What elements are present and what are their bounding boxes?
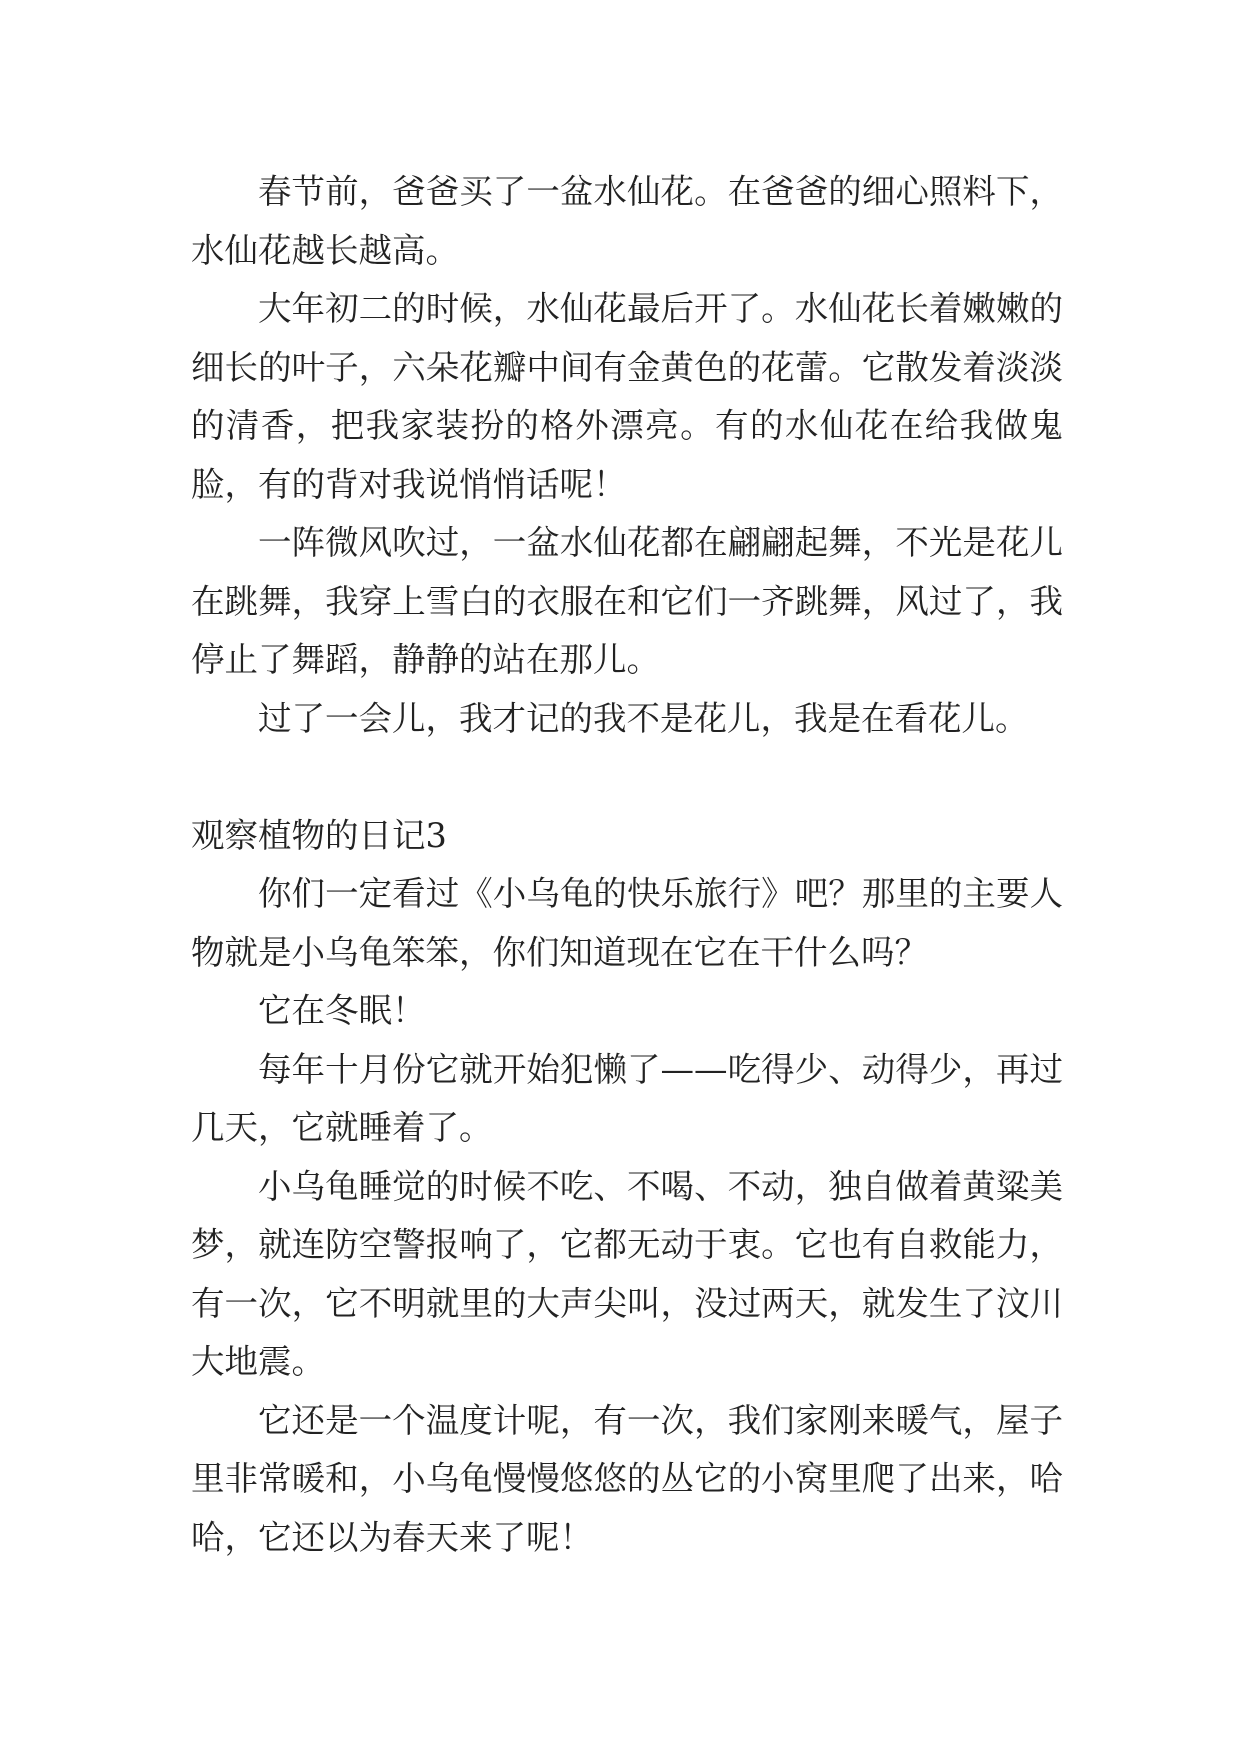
paragraph: 小乌龟睡觉的时候不吃、不喝、不动，独自做着黄粱美梦，就连防空警报响了，它都无动于衷。它也有自救能力，有一次，它不明就里的大声尖叫，没过两天，就发生了汶川大地震。	[191, 1166, 1063, 1381]
paragraph: 每年十月份它就开始犯懒了——吃得少、动得少，再过几天，它就睡着了。	[191, 1049, 1063, 1147]
paragraph: 它还是一个温度计呢，有一次，我们家刚来暖气，屋子里非常暖和，小乌龟慢慢悠悠的丛它的小窝里爬了出来，哈哈，它还以为春天来了呢！	[191, 1400, 1063, 1557]
document-body	[191, 163, 1063, 1567]
paragraph: 你们一定看过《小乌龟的快乐旅行》吧？那里的主要人物就是小乌龟笨笨，你们知道现在它在干什么吗？	[191, 874, 1063, 972]
paragraph: 它在冬眠！	[258, 991, 426, 1030]
paragraph: 大年初二的时候，水仙花最后开了。水仙花长着嫩嫩的细长的叶子，六朵花瓣中间有金黄色的花蕾。它散发着淡淡的清香，把我家装扮的格外漂亮。有的水仙花在给我做鬼脸，有的背对我说悄悄话呢！	[191, 289, 1063, 504]
blank-line	[191, 748, 1063, 807]
paragraph: 春节前，爸爸买了一盆水仙花。在爸爸的细心照料下，水仙花越长越高。	[191, 172, 1063, 270]
section-heading: 观察植物的日记3	[191, 815, 447, 855]
paragraph: 一阵微风吹过，一盆水仙花都在翩翩起舞，不光是花儿在跳舞，我穿上雪白的衣服在和它们一齐跳舞，风过了，我停止了舞蹈，静静的站在那儿。	[191, 523, 1063, 679]
paragraph: 过了一会儿，我才记的我不是花儿，我是在看花儿。	[258, 698, 1029, 738]
